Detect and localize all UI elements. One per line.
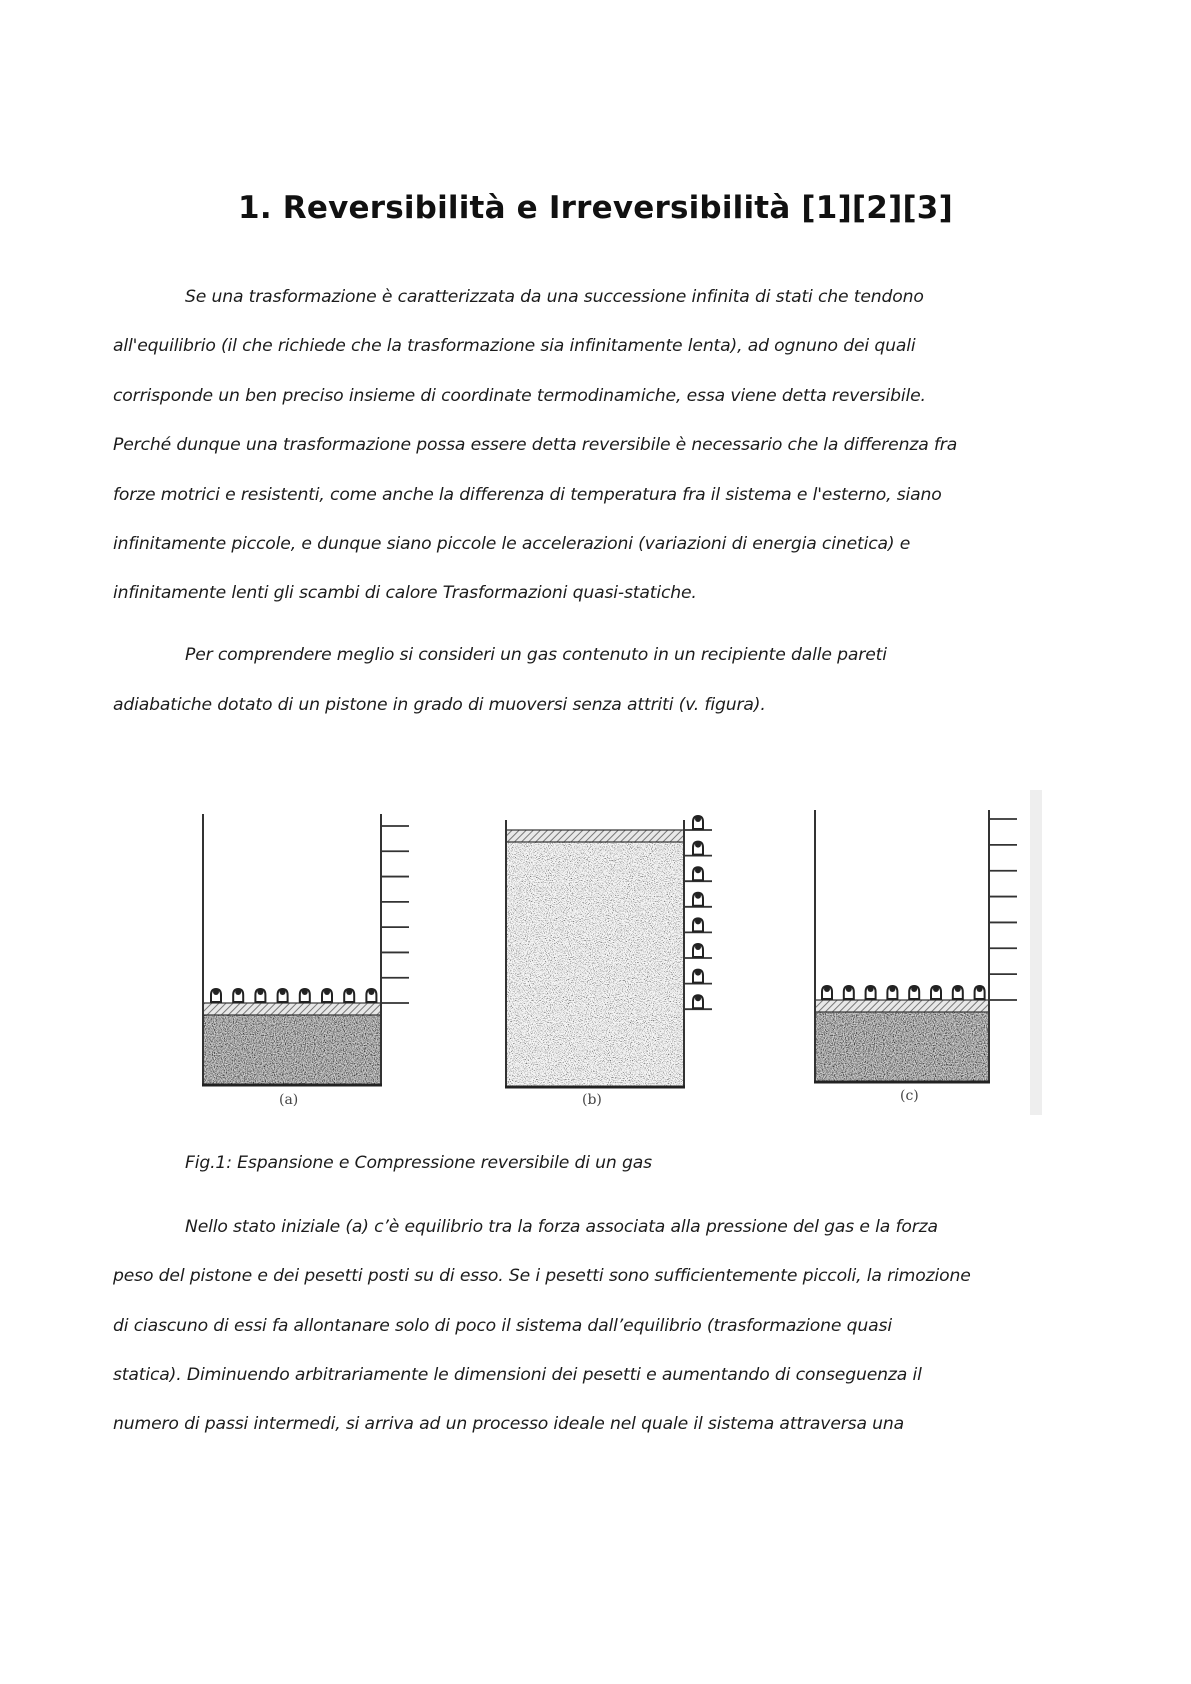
weight <box>866 986 876 999</box>
weight-knob <box>977 986 983 992</box>
weight <box>278 989 288 1002</box>
weight-knob <box>933 986 939 992</box>
text-line: statica). Diminuendo arbitrariamente le dimensioni dei pesetti e aumentando di conseguenza il <box>113 1365 922 1385</box>
text-line: Nello stato iniziale (a) c’è equilibrio tra la forza associata alla pressione del gas e la forza <box>185 1217 938 1237</box>
weight-knob <box>368 989 374 995</box>
weight-knob <box>257 989 263 995</box>
panel-b <box>505 816 712 1087</box>
text-line: adiabatiche dotato di un pistone in grado di muoversi senza attriti (v. figura). <box>113 695 766 715</box>
weight-knob <box>889 986 895 992</box>
text-line: Se una trasformazione è caratterizzata da una successione infinita di stati che tendono <box>185 287 924 307</box>
weight-knob <box>911 986 917 992</box>
weight-knob <box>695 867 701 873</box>
weight <box>322 989 332 1002</box>
weight <box>211 989 221 1002</box>
shelf-ticks <box>989 819 1017 1000</box>
weight-knob <box>695 970 701 976</box>
text-line: Perché dunque una trasformazione possa essere detta reversibile è necessario che la differenza fra <box>113 435 958 455</box>
weight-knob <box>695 816 701 822</box>
text-line: di ciascuno di essi fa allontanare solo di poco il sistema dall’equilibrio (trasformazione quasi <box>113 1316 892 1336</box>
weight <box>953 986 963 999</box>
weight-knob <box>695 842 701 848</box>
shelf-ticks <box>381 826 409 1003</box>
panel-label-c: (c) <box>900 1088 919 1104</box>
weight <box>693 970 703 983</box>
weights-on-piston <box>211 989 376 1002</box>
scan-edge <box>1030 790 1042 1115</box>
weight <box>822 986 832 999</box>
weight <box>693 867 703 880</box>
text-line: peso del pistone e dei pesetti posti su di esso. Se i pesetti sono sufficientemente piccoli, la rimozione <box>113 1266 971 1286</box>
gas-compressed <box>203 1015 381 1084</box>
weight-knob <box>213 989 219 995</box>
figure-caption: Fig.1: Espansione e Compressione reversibile di un gas <box>185 1153 652 1173</box>
panel-c <box>814 810 1017 1082</box>
figure-piston-cylinders <box>0 790 1191 1120</box>
weight <box>909 986 919 999</box>
weight <box>255 989 265 1002</box>
weight-knob <box>695 893 701 899</box>
weight <box>693 893 703 906</box>
text-line: corrisponde un ben preciso insieme di coordinate termodinamiche, essa viene detta reversibile. <box>113 386 926 406</box>
weight <box>844 986 854 999</box>
weight-knob <box>324 989 330 995</box>
panel-label-b: (b) <box>582 1092 602 1108</box>
weight-knob <box>280 989 286 995</box>
piston <box>815 1000 989 1012</box>
weight <box>344 989 354 1002</box>
weight <box>366 989 376 1002</box>
panel-label-a: (a) <box>279 1092 299 1108</box>
panel-a <box>202 814 409 1085</box>
weight <box>693 995 703 1008</box>
weight-knob <box>824 986 830 992</box>
weight <box>693 842 703 855</box>
gas-compressed <box>815 1012 989 1081</box>
weight-knob <box>302 989 308 995</box>
text-line: infinitamente piccole, e dunque siano piccole le accelerazioni (variazioni di energia cinetica) e <box>113 534 911 554</box>
piston <box>506 830 684 842</box>
weight-knob <box>695 944 701 950</box>
weight <box>975 986 985 999</box>
weight <box>300 989 310 1002</box>
weight <box>693 816 703 829</box>
weight-knob <box>868 986 874 992</box>
text-line: numero di passi intermedi, si arriva ad un processo ideale nel quale il sistema attraversa una <box>113 1414 905 1434</box>
weight <box>887 986 897 999</box>
text-line: infinitamente lenti gli scambi di calore Trasformazioni quasi-statiche. <box>113 583 697 603</box>
weight-knob <box>695 918 701 924</box>
text-line: forze motrici e resistenti, come anche la differenza di temperatura fra il sistema e l'esterno, siano <box>113 485 942 505</box>
weight-knob <box>235 989 241 995</box>
gas-expanded <box>506 842 684 1086</box>
shelf-weights <box>684 816 712 1009</box>
weight-knob <box>346 989 352 995</box>
piston <box>203 1003 381 1015</box>
text-line: Per comprendere meglio si consideri un gas contenuto in un recipiente dalle pareti <box>185 645 887 665</box>
weight-knob <box>846 986 852 992</box>
figure-drawing <box>0 790 1191 1120</box>
section-title: 1. Reversibilità e Irreversibilità [1][2][3] <box>238 190 953 226</box>
weight <box>693 944 703 957</box>
weight <box>931 986 941 999</box>
weight-knob <box>695 995 701 1001</box>
weights-on-piston <box>822 986 985 999</box>
weight <box>233 989 243 1002</box>
weight-knob <box>955 986 961 992</box>
text-line: all'equilibrio (il che richiede che la trasformazione sia infinitamente lenta), ad ognuno dei quali <box>113 336 916 356</box>
weight <box>693 918 703 931</box>
